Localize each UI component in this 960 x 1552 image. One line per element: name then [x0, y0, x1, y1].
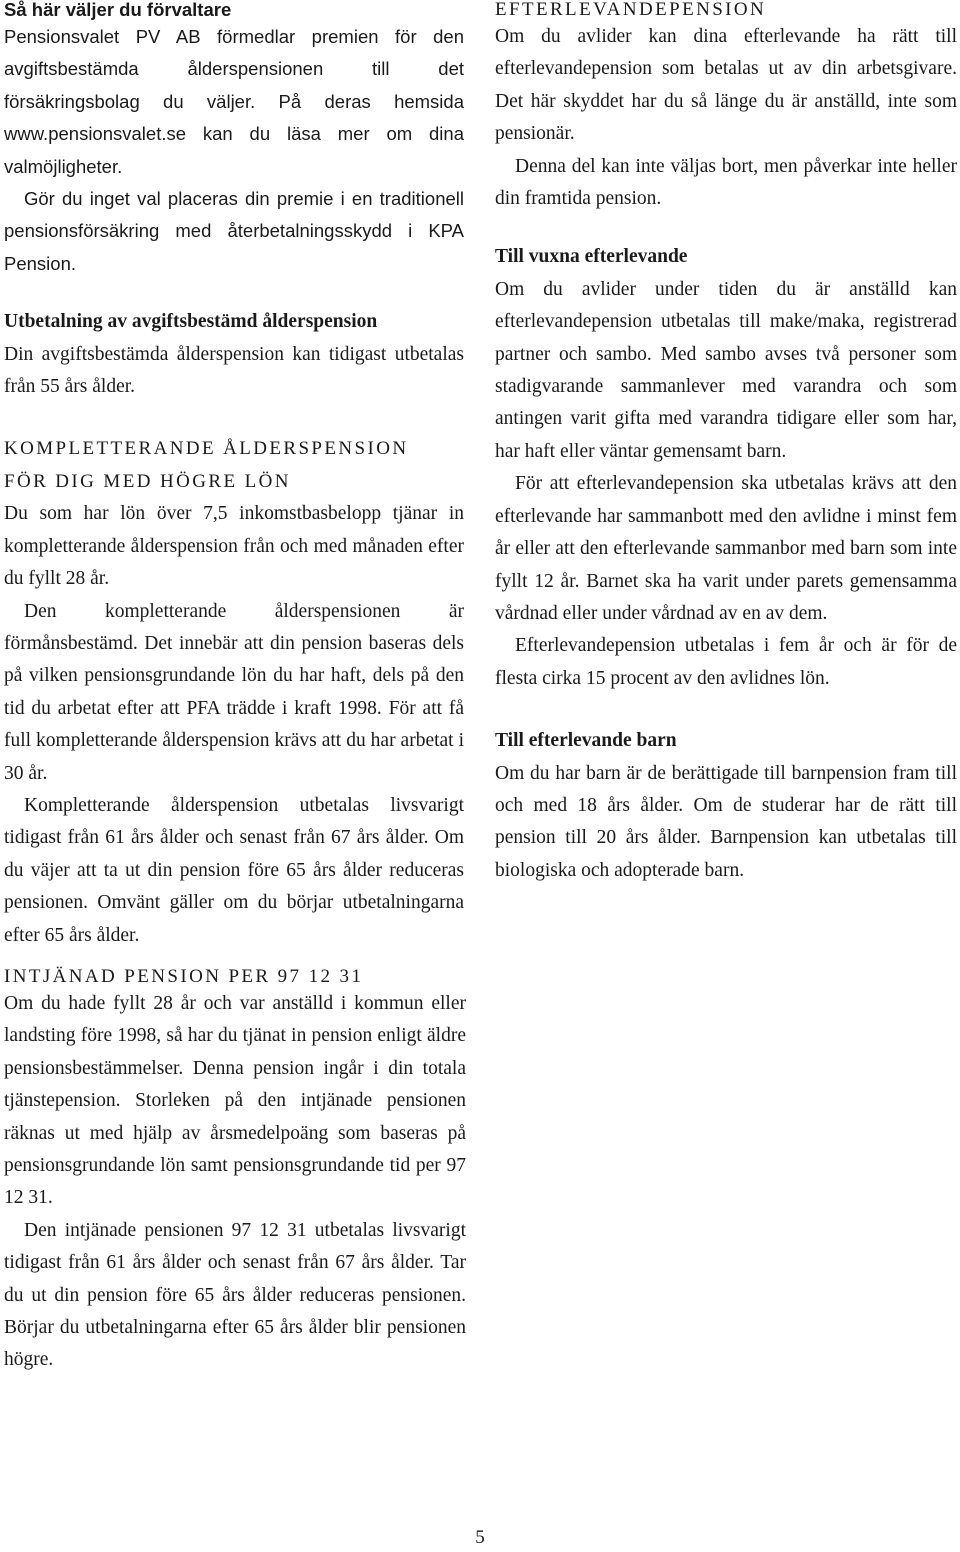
- heading-child-survivors: Till efterlevande barn: [495, 730, 677, 752]
- paragraph-supplementary-payout: Kompletterande ålderspension utbetalas livsvarigt tidigast från 61 års ålder och senast från 67 års ålder. Om du väjer att ta ut din pension före 65 års ålder reduceras pensionen. Omvänt gäller om du börjar utbetalningarna efter 65 års ålder.: [4, 794, 464, 946]
- paragraph-earned-pension-payout: Den intjänade pensionen 97 12 31 utbetalas livsvarigt tidigast från 61 års ålder och senast från 67 års ålder. Tar du ut din pension före 65 års ålder reduceras pensionen. Börjar du utbetalningarna efter 65 års ålder blir pensionen högre.: [4, 1219, 466, 1371]
- page-number: 5: [475, 1527, 485, 1548]
- heading-choose-manager: Så här väljer du förvaltare: [4, 0, 232, 20]
- paragraph-adult-survivors: Om du avlider under tiden du är anställd kan efterlevandepension utbetalas till make/maka, registrerad partner och sambo. Med sambo avses två personer som stadigvarande sammanlever med varandra och som antingen varit gifta med varandra tidigare eller som har, har haft eller väntar gemensamt barn.: [495, 278, 957, 462]
- paragraph-supplementary-earning: Du som har lön över 7,5 inkomstbasbelopp tjänar in kompletterande ålderspension från och med månaden efter du fyllt 28 år.: [4, 503, 464, 590]
- paragraph-earned-pension-intro: Om du hade fyllt 28 år och var anställd i kommun eller landsting före 1998, så har du tjänat in pension enligt äldre pensionsbestämmelser. Denna pension ingår i din totala tjänstepension. Storleken på den intjänade pensionen räknas ut med hjälp av årsmedelpoäng som baseras på pensionsgrundande lön samt pensionsgrundande tid per 97 12 31.: [4, 993, 466, 1209]
- paragraph-survivor-not-optional: Denna del kan inte väljas bort, men påverkar inte heller din framtida pension.: [495, 155, 957, 210]
- heading-payout-defined-contribution: Utbetalning av avgiftsbestämd ålderspension: [4, 311, 378, 333]
- paragraph-child-pension: Om du har barn är de berättigade till barnpension fram till och med 18 års ålder. Om de studerar har de rätt till pension till 20 års ålder. Barnpension kan utbetalas till biologiska och adopterade barn.: [495, 762, 957, 881]
- heading-supplementary-pension-line2: FÖR DIG MED HÖGRE LÖN: [4, 470, 291, 492]
- paragraph-survivor-intro: Om du avlider kan dina efterlevande ha rätt till efterlevandepension som betalas ut av din arbetsgivare. Det här skyddet har du så länge du är anställd, inte som pensionär.: [495, 26, 957, 145]
- left-column: [4, 0, 464, 952]
- paragraph-pensionsvalet: Pensionsvalet PV AB förmedlar premien för den avgiftsbestämda ålderspensionen till det försäkringsbolag du väljer. På deras hemsida www.pensionsvalet.se kan du läsa mer om dina valmöjligheter.: [4, 26, 464, 177]
- paragraph-cohabitation-requirement: För att efterlevandepension ska utbetalas krävs att den efterlevande har sammanbott med den avlidne i minst fem år eller att den efterlevande sammanbor med barn som inte fyllt 12 år. Barnet ska ha varit under parets gemensamma vårdnad eller under vårdnad av en av dem.: [495, 473, 957, 624]
- paragraph-payout-age: Din avgiftsbestämda ålderspension kan tidigast utbetalas från 55 års ålder.: [4, 343, 464, 398]
- bottom-section: [4, 966, 466, 1377]
- heading-earned-pension: INTJÄNAD PENSION PER 97 12 31: [4, 966, 364, 987]
- heading-adult-survivors: Till vuxna efterlevande: [495, 246, 688, 268]
- paragraph-survivor-amount: Efterlevandepension utbetalas i fem år och är för de flesta cirka 15 procent av den avlidnes lön.: [495, 635, 957, 689]
- paragraph-supplementary-defined-benefit: Den kompletterande ålderspensionen är förmånsbestämd. Det innebär att din pension baseras dels på vilken pensionsgrundande lön du har haft, dels på den tid du arbetat efter att PFA trädde i kraft 1998. För att få full kompletterande ålderspension krävs att du har arbetat i 30 år.: [4, 600, 464, 784]
- heading-survivor-pension: EFTERLEVANDEPENSION: [495, 0, 767, 20]
- right-column: [495, 0, 957, 887]
- heading-supplementary-pension-line1: KOMPLETTERANDE ÅLDERSPENSION: [4, 438, 409, 460]
- paragraph-default-placement: Gör du inget val placeras din premie i en traditionell pensionsförsäkring med återbetalningsskydd i KPA Pension.: [4, 188, 464, 274]
